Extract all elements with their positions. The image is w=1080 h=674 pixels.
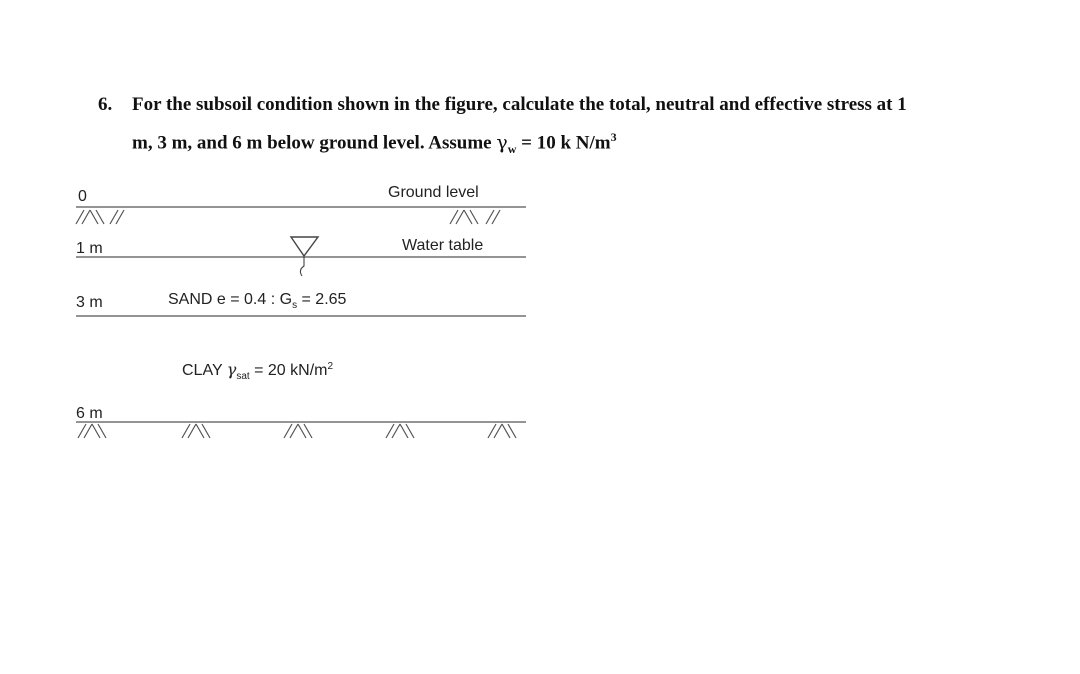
clay-gamma-symbol: γ [226, 360, 237, 379]
ground-hatch-right [450, 210, 500, 224]
question-line-1: For the subsoil condition shown in the figure, calculate the total, neutral and effective stress at 1 [132, 94, 907, 115]
clay-label-subscript: sat [236, 371, 250, 382]
unit-superscript: 3 [610, 130, 617, 144]
depth-label-3m: 3 m [76, 294, 103, 311]
depth-label-6m: 6 m [76, 405, 103, 422]
question-line-2-mid: = 10 k N/m [516, 132, 611, 154]
sand-label-suffix: = 2.65 [297, 291, 347, 308]
clay-label-prefix: CLAY [182, 362, 227, 379]
question-line-2-prefix: m, 3 m, and 6 m below ground level. Assume [132, 132, 497, 154]
gamma-subscript: w [507, 142, 517, 157]
depth-label-1m: 1 m [76, 240, 103, 257]
sand-label [168, 291, 347, 311]
ground-hatch-left [76, 210, 124, 224]
ground-level-label: Ground level [388, 184, 479, 201]
depth-label-0: 0 [78, 188, 87, 205]
gamma-symbol: γ [496, 131, 508, 154]
bottom-hatch [78, 424, 516, 438]
water-table-label: Water table [402, 237, 484, 254]
sand-label-prefix: SAND e = 0.4 : G [168, 291, 293, 308]
clay-label-superscript: 2 [327, 361, 334, 372]
question-number: 6. [98, 94, 113, 115]
clay-label [182, 360, 333, 382]
sand-label-subscript: s [292, 300, 298, 311]
clay-label-suffix: = 20 kN/m [249, 362, 328, 379]
